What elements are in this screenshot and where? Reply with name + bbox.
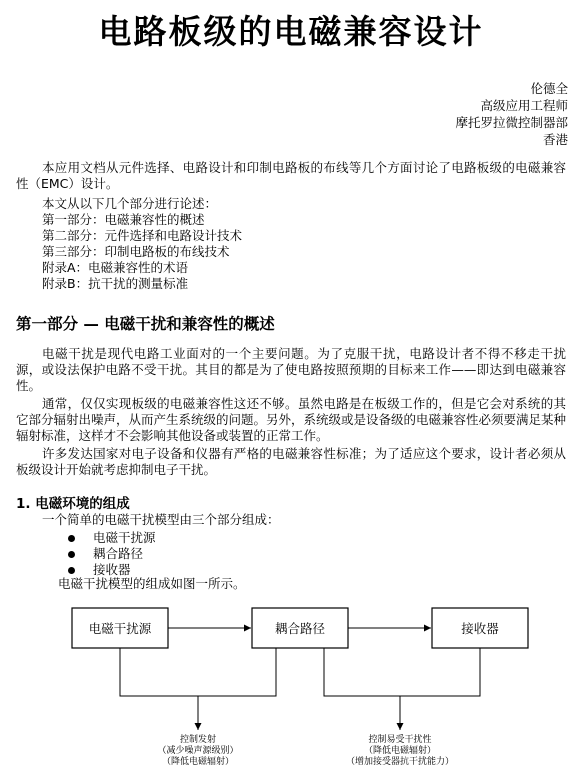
toc-item: 附录B：抗干扰的测量标准 xyxy=(42,276,189,291)
section-paragraph: 通常，仅仅实现板级的电磁兼容性这还不够。虽然电路是在板级工作的，但是它会对系统的其它部分辐射出噪声，从而产生系统级的问题。另外，系统级或是设备级的电磁兼容性必须要满足某种辐射标准，这样才不会影响其他设备或装置的正常工作。 xyxy=(16,396,567,443)
author-block xyxy=(455,80,568,148)
figure-reference: 电磁干扰模型的组成如图一所示。 xyxy=(58,576,246,591)
author-position: 高级应用工程师 xyxy=(480,98,568,113)
toc-item: 第三部分：印制电路板的布线技术 xyxy=(42,244,230,259)
toc-item: 第二部分：元件选择和电路设计技术 xyxy=(42,228,243,243)
bullet-item: 接收器 xyxy=(68,560,131,578)
diagram-note: 控制发射 xyxy=(179,735,217,745)
section-heading: 第一部分 — 电磁干扰和兼容性的概述 xyxy=(16,315,275,333)
author-location: 香港 xyxy=(542,132,568,147)
diagram-note: 控制易受干扰性 xyxy=(368,735,432,745)
diagram-label-receiver: 接收器 xyxy=(461,621,499,636)
diagram-note: （增加接受器抗干扰能力） xyxy=(345,757,455,767)
subsection-lead: 一个简单的电磁干扰模型由三个部分组成： xyxy=(42,512,280,527)
diagram-note: （减少噪声源级别） xyxy=(157,746,239,756)
section-paragraph: 电磁干扰是现代电路工业面对的一个主要问题。为了克服干扰，电路设计者不得不移走干扰源，或设法保护电路不受干扰。其目的都是为了使电路按照预期的目标来工作——即达到电磁兼容性。 xyxy=(16,346,566,393)
bullet-dot-icon xyxy=(68,551,75,558)
bullet-item: 电磁干扰源 xyxy=(68,528,156,546)
diagram-note: （降低电磁辐射） xyxy=(363,746,437,756)
bullet-dot-icon xyxy=(68,535,75,542)
toc-item: 第一部分：电磁兼容性的概述 xyxy=(42,212,205,227)
author-company: 摩托罗拉微控制器部 xyxy=(455,115,568,130)
page-title: 电路板级的电磁兼容设计 xyxy=(98,12,484,51)
diagram-note: （降低电磁辐射） xyxy=(161,757,235,767)
emi-model-diagram xyxy=(0,596,582,780)
diagram-label-source: 电磁干扰源 xyxy=(88,621,152,636)
intro-lead: 本文从以下几个部分进行论述： xyxy=(42,196,218,211)
bullet-dot-icon xyxy=(68,567,75,574)
subsection-heading: 1. 电磁环境的组成 xyxy=(16,496,130,512)
intro-summary: 本应用文档从元件选择、电路设计和印制电路板的布线等几个方面讨论了电路板级的电磁兼容性（EMC）设计。 xyxy=(16,160,566,191)
author-name: 伦德全 xyxy=(530,81,568,96)
section-paragraph: 许多发达国家对电子设备和仪器有严格的电磁兼容性标准；为了适应这个要求，设计者必须从板级设计开始就考虑抑制电子干扰。 xyxy=(16,446,566,477)
toc-item: 附录A：电磁兼容性的术语 xyxy=(42,260,189,275)
diagram-connector xyxy=(324,648,480,696)
diagram-connector xyxy=(120,648,276,696)
bullet-item: 耦合路径 xyxy=(68,544,143,562)
diagram-label-coupling: 耦合路径 xyxy=(274,621,326,636)
